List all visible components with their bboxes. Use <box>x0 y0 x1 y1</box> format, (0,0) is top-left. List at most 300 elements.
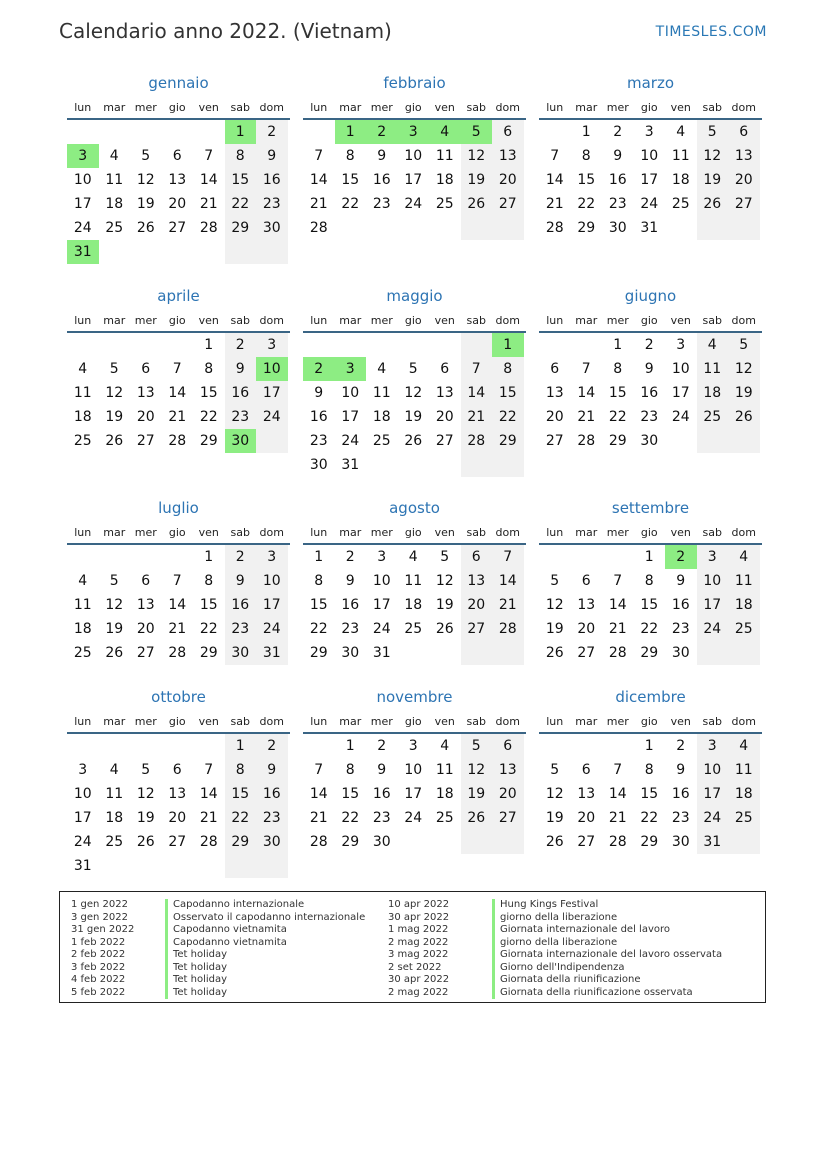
day-cell[interactable]: 8 <box>644 573 654 589</box>
day-cell[interactable]: 1 <box>314 549 324 565</box>
day-cell[interactable]: 18 <box>435 172 454 188</box>
day-cell[interactable]: 26 <box>136 834 155 850</box>
day-cell[interactable]: 3 <box>697 545 729 569</box>
day-cell[interactable]: 24 <box>640 196 659 212</box>
day-cell[interactable]: 7 <box>613 762 623 778</box>
day-cell[interactable]: 12 <box>136 172 155 188</box>
day-cell[interactable]: 1 <box>644 738 654 754</box>
day-cell[interactable]: 10 <box>73 172 92 188</box>
day-cell[interactable]: 16 <box>225 593 257 617</box>
day-cell[interactable]: 30 <box>372 834 391 850</box>
day-cell[interactable]: 11 <box>372 385 391 401</box>
day-cell[interactable]: 4 <box>78 573 88 589</box>
day-cell[interactable]: 14 <box>199 786 218 802</box>
day-cell[interactable]: 10 <box>671 361 690 377</box>
day-cell[interactable]: 24 <box>697 806 729 830</box>
day-cell[interactable]: 20 <box>577 810 596 826</box>
day-cell[interactable]: 1 <box>581 124 591 140</box>
day-cell[interactable]: 27 <box>461 617 493 641</box>
day-cell[interactable]: 13 <box>577 786 596 802</box>
day-cell[interactable]: 16 <box>671 786 690 802</box>
day-cell[interactable]: 25 <box>728 617 760 641</box>
day-cell[interactable]: 31 <box>697 830 729 854</box>
day-cell[interactable]: 23 <box>640 409 659 425</box>
day-cell[interactable]: 29 <box>640 834 659 850</box>
day-cell[interactable]: 19 <box>105 409 124 425</box>
day-cell[interactable]: 5 <box>697 120 729 144</box>
day-cell[interactable]: 1 <box>335 120 367 144</box>
day-cell[interactable]: 17 <box>73 196 92 212</box>
day-cell[interactable]: 15 <box>225 168 257 192</box>
day-cell[interactable]: 20 <box>545 409 564 425</box>
day-cell[interactable]: 5 <box>461 734 493 758</box>
day-cell[interactable]: 15 <box>199 597 218 613</box>
day-cell[interactable]: 7 <box>613 573 623 589</box>
day-cell[interactable]: 30 <box>341 645 360 661</box>
day-cell[interactable]: 27 <box>168 834 187 850</box>
day-cell[interactable]: 31 <box>640 220 659 236</box>
day-cell[interactable]: 12 <box>105 385 124 401</box>
day-cell[interactable]: 5 <box>550 762 560 778</box>
day-cell[interactable]: 17 <box>256 381 288 405</box>
day-cell[interactable]: 11 <box>728 758 760 782</box>
day-cell[interactable]: 29 <box>225 216 257 240</box>
day-cell[interactable]: 3 <box>67 144 99 168</box>
day-cell[interactable]: 17 <box>341 409 360 425</box>
day-cell[interactable]: 7 <box>461 357 493 381</box>
day-cell[interactable]: 28 <box>168 645 187 661</box>
day-cell[interactable]: 12 <box>105 597 124 613</box>
day-cell[interactable]: 16 <box>225 381 257 405</box>
day-cell[interactable]: 28 <box>577 433 596 449</box>
day-cell[interactable]: 14 <box>168 385 187 401</box>
day-cell[interactable]: 13 <box>136 597 155 613</box>
day-cell[interactable]: 13 <box>728 144 760 168</box>
day-cell[interactable]: 8 <box>644 762 654 778</box>
day-cell[interactable]: 18 <box>671 172 690 188</box>
day-cell[interactable]: 19 <box>461 782 493 806</box>
day-cell[interactable]: 28 <box>168 433 187 449</box>
day-cell[interactable]: 10 <box>697 758 729 782</box>
brand-link[interactable]: TIMESLES.COM <box>655 24 767 40</box>
day-cell[interactable]: 28 <box>461 429 493 453</box>
day-cell[interactable]: 30 <box>225 429 257 453</box>
day-cell[interactable]: 6 <box>728 120 760 144</box>
day-cell[interactable]: 11 <box>435 148 454 164</box>
day-cell[interactable]: 31 <box>67 240 99 264</box>
day-cell[interactable]: 20 <box>136 409 155 425</box>
day-cell[interactable]: 23 <box>256 806 288 830</box>
day-cell[interactable]: 25 <box>73 433 92 449</box>
day-cell[interactable]: 11 <box>105 786 124 802</box>
day-cell[interactable]: 22 <box>341 810 360 826</box>
day-cell[interactable]: 5 <box>728 333 760 357</box>
day-cell[interactable]: 23 <box>608 196 627 212</box>
day-cell[interactable]: 23 <box>309 433 328 449</box>
day-cell[interactable]: 3 <box>398 120 430 144</box>
day-cell[interactable]: 17 <box>372 597 391 613</box>
day-cell[interactable]: 25 <box>435 810 454 826</box>
day-cell[interactable]: 13 <box>168 172 187 188</box>
day-cell[interactable]: 21 <box>545 196 564 212</box>
day-cell[interactable]: 2 <box>366 120 398 144</box>
day-cell[interactable]: 14 <box>461 381 493 405</box>
day-cell[interactable]: 19 <box>697 168 729 192</box>
day-cell[interactable]: 22 <box>640 621 659 637</box>
day-cell[interactable]: 6 <box>141 573 151 589</box>
day-cell[interactable]: 11 <box>671 148 690 164</box>
day-cell[interactable]: 24 <box>256 405 288 429</box>
day-cell[interactable]: 17 <box>640 172 659 188</box>
day-cell[interactable]: 1 <box>204 549 214 565</box>
day-cell[interactable]: 8 <box>314 573 324 589</box>
day-cell[interactable]: 21 <box>608 621 627 637</box>
day-cell[interactable]: 22 <box>608 409 627 425</box>
day-cell[interactable]: 12 <box>545 786 564 802</box>
day-cell[interactable]: 20 <box>136 621 155 637</box>
day-cell[interactable]: 12 <box>545 597 564 613</box>
day-cell[interactable]: 25 <box>105 220 124 236</box>
day-cell[interactable]: 26 <box>461 192 493 216</box>
day-cell[interactable]: 9 <box>613 148 623 164</box>
day-cell[interactable]: 15 <box>225 782 257 806</box>
day-cell[interactable]: 23 <box>225 405 257 429</box>
day-cell[interactable]: 17 <box>671 385 690 401</box>
day-cell[interactable]: 15 <box>341 172 360 188</box>
day-cell[interactable]: 16 <box>341 597 360 613</box>
day-cell[interactable]: 30 <box>671 645 690 661</box>
day-cell[interactable]: 15 <box>640 786 659 802</box>
day-cell[interactable]: 4 <box>429 120 461 144</box>
day-cell[interactable]: 2 <box>225 545 257 569</box>
day-cell[interactable]: 12 <box>728 357 760 381</box>
day-cell[interactable]: 28 <box>199 220 218 236</box>
day-cell[interactable]: 1 <box>225 734 257 758</box>
day-cell[interactable]: 27 <box>492 192 524 216</box>
day-cell[interactable]: 29 <box>309 645 328 661</box>
day-cell[interactable]: 21 <box>168 621 187 637</box>
day-cell[interactable]: 22 <box>492 405 524 429</box>
day-cell[interactable]: 23 <box>256 192 288 216</box>
day-cell[interactable]: 3 <box>377 549 387 565</box>
day-cell[interactable]: 22 <box>577 196 596 212</box>
day-cell[interactable]: 30 <box>640 433 659 449</box>
day-cell[interactable]: 28 <box>309 220 328 236</box>
day-cell[interactable]: 18 <box>697 381 729 405</box>
day-cell[interactable]: 17 <box>697 593 729 617</box>
day-cell[interactable]: 30 <box>225 641 257 665</box>
day-cell[interactable]: 6 <box>172 148 182 164</box>
day-cell[interactable]: 10 <box>256 569 288 593</box>
day-cell[interactable]: 5 <box>440 549 450 565</box>
day-cell[interactable]: 12 <box>697 144 729 168</box>
day-cell[interactable]: 30 <box>671 834 690 850</box>
day-cell[interactable]: 1 <box>492 333 524 357</box>
day-cell[interactable]: 21 <box>577 409 596 425</box>
day-cell[interactable]: 6 <box>141 361 151 377</box>
day-cell[interactable]: 2 <box>345 549 355 565</box>
day-cell[interactable]: 25 <box>73 645 92 661</box>
day-cell[interactable]: 26 <box>105 645 124 661</box>
day-cell[interactable]: 14 <box>608 786 627 802</box>
day-cell[interactable]: 8 <box>204 361 214 377</box>
day-cell[interactable]: 26 <box>461 806 493 830</box>
day-cell[interactable]: 13 <box>461 569 493 593</box>
day-cell[interactable]: 31 <box>341 457 360 473</box>
day-cell[interactable]: 4 <box>697 333 729 357</box>
day-cell[interactable]: 16 <box>256 168 288 192</box>
day-cell[interactable]: 24 <box>404 196 423 212</box>
day-cell[interactable]: 9 <box>256 758 288 782</box>
day-cell[interactable]: 15 <box>341 786 360 802</box>
day-cell[interactable]: 21 <box>309 810 328 826</box>
day-cell[interactable]: 13 <box>136 385 155 401</box>
day-cell[interactable]: 21 <box>309 196 328 212</box>
day-cell[interactable]: 25 <box>671 196 690 212</box>
day-cell[interactable]: 31 <box>73 858 92 874</box>
day-cell[interactable]: 10 <box>404 762 423 778</box>
day-cell[interactable]: 5 <box>141 148 151 164</box>
day-cell[interactable]: 12 <box>136 786 155 802</box>
day-cell[interactable]: 27 <box>435 433 454 449</box>
day-cell[interactable]: 3 <box>644 124 654 140</box>
day-cell[interactable]: 27 <box>728 192 760 216</box>
day-cell[interactable]: 9 <box>314 385 324 401</box>
day-cell[interactable]: 6 <box>581 573 591 589</box>
day-cell[interactable]: 24 <box>671 409 690 425</box>
day-cell[interactable]: 21 <box>492 593 524 617</box>
day-cell[interactable]: 25 <box>105 834 124 850</box>
day-cell[interactable]: 9 <box>676 762 686 778</box>
day-cell[interactable]: 7 <box>581 361 591 377</box>
day-cell[interactable]: 24 <box>341 433 360 449</box>
day-cell[interactable]: 24 <box>256 617 288 641</box>
day-cell[interactable]: 22 <box>640 810 659 826</box>
day-cell[interactable]: 30 <box>309 457 328 473</box>
day-cell[interactable]: 11 <box>404 573 423 589</box>
day-cell[interactable]: 9 <box>377 148 387 164</box>
day-cell[interactable]: 10 <box>697 569 729 593</box>
day-cell[interactable]: 7 <box>314 148 324 164</box>
day-cell[interactable]: 16 <box>256 782 288 806</box>
day-cell[interactable]: 8 <box>225 758 257 782</box>
day-cell[interactable]: 19 <box>404 409 423 425</box>
day-cell[interactable]: 12 <box>461 758 493 782</box>
day-cell[interactable]: 24 <box>404 810 423 826</box>
day-cell[interactable]: 11 <box>697 357 729 381</box>
day-cell[interactable]: 4 <box>408 549 418 565</box>
day-cell[interactable]: 1 <box>204 337 214 353</box>
day-cell[interactable]: 15 <box>492 381 524 405</box>
day-cell[interactable]: 4 <box>676 124 686 140</box>
day-cell[interactable]: 13 <box>168 786 187 802</box>
day-cell[interactable]: 17 <box>404 786 423 802</box>
day-cell[interactable]: 4 <box>78 361 88 377</box>
day-cell[interactable]: 23 <box>372 196 391 212</box>
day-cell[interactable]: 1 <box>225 120 257 144</box>
day-cell[interactable]: 6 <box>492 120 524 144</box>
day-cell[interactable]: 30 <box>256 216 288 240</box>
day-cell[interactable]: 14 <box>168 597 187 613</box>
day-cell[interactable]: 25 <box>697 405 729 429</box>
day-cell[interactable]: 16 <box>608 172 627 188</box>
day-cell[interactable]: 11 <box>105 172 124 188</box>
day-cell[interactable]: 31 <box>256 641 288 665</box>
day-cell[interactable]: 12 <box>435 573 454 589</box>
day-cell[interactable]: 24 <box>73 220 92 236</box>
day-cell[interactable]: 31 <box>372 645 391 661</box>
day-cell[interactable]: 21 <box>199 196 218 212</box>
day-cell[interactable]: 19 <box>136 196 155 212</box>
day-cell[interactable]: 20 <box>168 196 187 212</box>
day-cell[interactable]: 10 <box>640 148 659 164</box>
day-cell[interactable]: 15 <box>577 172 596 188</box>
day-cell[interactable]: 22 <box>199 621 218 637</box>
day-cell[interactable]: 16 <box>372 786 391 802</box>
day-cell[interactable]: 20 <box>461 593 493 617</box>
day-cell[interactable]: 26 <box>136 220 155 236</box>
day-cell[interactable]: 27 <box>136 433 155 449</box>
day-cell[interactable]: 6 <box>550 361 560 377</box>
day-cell[interactable]: 28 <box>608 834 627 850</box>
day-cell[interactable]: 15 <box>608 385 627 401</box>
day-cell[interactable]: 7 <box>204 762 214 778</box>
day-cell[interactable]: 26 <box>545 834 564 850</box>
day-cell[interactable]: 20 <box>728 168 760 192</box>
day-cell[interactable]: 5 <box>550 573 560 589</box>
day-cell[interactable]: 7 <box>492 545 524 569</box>
day-cell[interactable]: 28 <box>545 220 564 236</box>
day-cell[interactable]: 22 <box>309 621 328 637</box>
day-cell[interactable]: 29 <box>199 433 218 449</box>
day-cell[interactable]: 22 <box>225 806 257 830</box>
day-cell[interactable]: 18 <box>404 597 423 613</box>
day-cell[interactable]: 29 <box>341 834 360 850</box>
day-cell[interactable]: 3 <box>256 545 288 569</box>
day-cell[interactable]: 16 <box>372 172 391 188</box>
day-cell[interactable]: 21 <box>199 810 218 826</box>
day-cell[interactable]: 1 <box>345 738 355 754</box>
day-cell[interactable]: 27 <box>136 645 155 661</box>
day-cell[interactable]: 8 <box>345 148 355 164</box>
day-cell[interactable]: 27 <box>545 433 564 449</box>
day-cell[interactable]: 7 <box>172 361 182 377</box>
day-cell[interactable]: 1 <box>644 549 654 565</box>
day-cell[interactable]: 9 <box>345 573 355 589</box>
day-cell[interactable]: 15 <box>640 597 659 613</box>
day-cell[interactable]: 3 <box>408 738 418 754</box>
day-cell[interactable]: 4 <box>109 148 119 164</box>
day-cell[interactable]: 22 <box>225 192 257 216</box>
day-cell[interactable]: 23 <box>671 810 690 826</box>
day-cell[interactable]: 25 <box>728 806 760 830</box>
day-cell[interactable]: 8 <box>613 361 623 377</box>
day-cell[interactable]: 12 <box>404 385 423 401</box>
day-cell[interactable]: 29 <box>492 429 524 453</box>
day-cell[interactable]: 4 <box>109 762 119 778</box>
day-cell[interactable]: 14 <box>309 786 328 802</box>
day-cell[interactable]: 5 <box>141 762 151 778</box>
day-cell[interactable]: 4 <box>440 738 450 754</box>
day-cell[interactable]: 2 <box>256 120 288 144</box>
day-cell[interactable]: 11 <box>728 569 760 593</box>
day-cell[interactable]: 10 <box>341 385 360 401</box>
day-cell[interactable]: 21 <box>461 405 493 429</box>
day-cell[interactable]: 9 <box>676 573 686 589</box>
day-cell[interactable]: 18 <box>372 409 391 425</box>
day-cell[interactable]: 7 <box>204 148 214 164</box>
day-cell[interactable]: 2 <box>613 124 623 140</box>
day-cell[interactable]: 27 <box>492 806 524 830</box>
day-cell[interactable]: 30 <box>256 830 288 854</box>
day-cell[interactable]: 28 <box>309 834 328 850</box>
day-cell[interactable]: 20 <box>577 621 596 637</box>
day-cell[interactable]: 5 <box>109 361 119 377</box>
day-cell[interactable]: 18 <box>435 786 454 802</box>
day-cell[interactable]: 23 <box>225 617 257 641</box>
day-cell[interactable]: 19 <box>728 381 760 405</box>
day-cell[interactable]: 6 <box>581 762 591 778</box>
day-cell[interactable]: 30 <box>608 220 627 236</box>
day-cell[interactable]: 24 <box>73 834 92 850</box>
day-cell[interactable]: 13 <box>492 758 524 782</box>
day-cell[interactable]: 9 <box>225 569 257 593</box>
day-cell[interactable]: 13 <box>545 385 564 401</box>
day-cell[interactable]: 17 <box>73 810 92 826</box>
day-cell[interactable]: 25 <box>372 433 391 449</box>
day-cell[interactable]: 19 <box>136 810 155 826</box>
day-cell[interactable]: 12 <box>461 144 493 168</box>
day-cell[interactable]: 8 <box>225 144 257 168</box>
day-cell[interactable]: 17 <box>697 782 729 806</box>
day-cell[interactable]: 11 <box>73 597 92 613</box>
day-cell[interactable]: 10 <box>256 357 288 381</box>
day-cell[interactable]: 20 <box>492 168 524 192</box>
day-cell[interactable]: 24 <box>697 617 729 641</box>
day-cell[interactable]: 16 <box>309 409 328 425</box>
day-cell[interactable]: 29 <box>577 220 596 236</box>
day-cell[interactable]: 7 <box>172 573 182 589</box>
day-cell[interactable]: 14 <box>199 172 218 188</box>
day-cell[interactable]: 17 <box>256 593 288 617</box>
day-cell[interactable]: 3 <box>697 734 729 758</box>
day-cell[interactable]: 18 <box>105 196 124 212</box>
day-cell[interactable]: 16 <box>671 597 690 613</box>
day-cell[interactable]: 8 <box>345 762 355 778</box>
day-cell[interactable]: 22 <box>341 196 360 212</box>
day-cell[interactable]: 14 <box>492 569 524 593</box>
day-cell[interactable]: 26 <box>545 645 564 661</box>
day-cell[interactable]: 2 <box>225 333 257 357</box>
day-cell[interactable]: 11 <box>73 385 92 401</box>
day-cell[interactable]: 9 <box>225 357 257 381</box>
day-cell[interactable]: 28 <box>492 617 524 641</box>
day-cell[interactable]: 3 <box>78 762 88 778</box>
day-cell[interactable]: 14 <box>309 172 328 188</box>
day-cell[interactable]: 18 <box>105 810 124 826</box>
day-cell[interactable]: 26 <box>728 405 760 429</box>
day-cell[interactable]: 10 <box>372 573 391 589</box>
day-cell[interactable]: 3 <box>256 333 288 357</box>
day-cell[interactable]: 10 <box>73 786 92 802</box>
day-cell[interactable]: 6 <box>492 734 524 758</box>
day-cell[interactable]: 13 <box>492 144 524 168</box>
day-cell[interactable]: 29 <box>608 433 627 449</box>
day-cell[interactable]: 4 <box>377 361 387 377</box>
day-cell[interactable]: 16 <box>640 385 659 401</box>
day-cell[interactable]: 20 <box>168 810 187 826</box>
day-cell[interactable]: 26 <box>105 433 124 449</box>
